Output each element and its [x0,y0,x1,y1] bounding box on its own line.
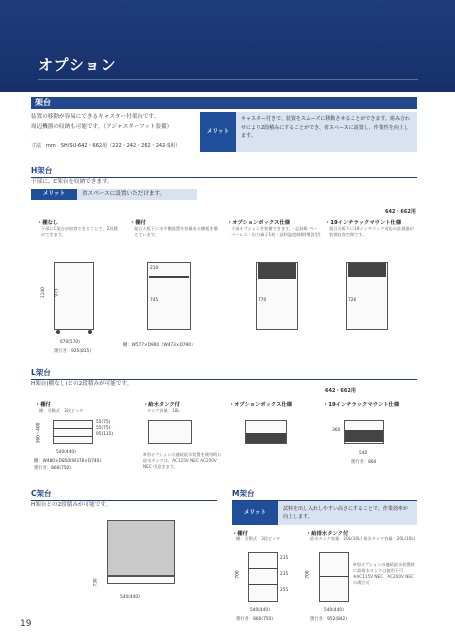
c-desc: H架台との2段積みが可能です。 [31,502,112,508]
header-rule [38,79,418,80]
l-dim-rack-d: 奥行き：860 [351,460,377,465]
shelf-board [249,584,277,585]
h-dim-rack: 726 [348,298,357,303]
l-dim-p2: 55(75) [96,426,111,431]
h-opt-name-2: ・棚付 [130,220,146,226]
kadai-merit-label: メリット [200,112,236,152]
m-dim-h: 700 [235,570,241,579]
l-dim-p3: 95(115) [96,432,114,437]
option-box [246,433,286,443]
shelf-board [54,428,92,429]
l-opt-name-4: ・19インチラックマウント仕様 [323,402,400,408]
m-merit-label: メリット [232,501,278,525]
m-opt-note-1: 棚：可動式 3段ピッチ [236,536,281,541]
subsection-l: L架台 [31,367,417,380]
h-opt-name-3: ・オプションボックス仕様 [227,220,291,226]
l-tank-note: ※別オプションの連続給水装置を使用時に給水タンクは、AC115V NEC AC200V NEC 用意きます。 [143,452,222,469]
page-header [0,0,455,92]
shelf-board [249,568,277,569]
h-opt-note-3: 下部オプションを装備できます。・記録紙 ペーパーレス・出力端子1枚・試料温度制御(増設型) [231,226,321,237]
m-merit-text: 試料を出し入れしやすい高さにすることで、作業効率が向上します。 [278,501,417,525]
h-dim-box: 770 [258,298,267,303]
h-cabinet-shelf [147,262,191,330]
h-cabinet-plain [54,262,94,330]
h-opt-note-4: 架台天板下に19インチラック対応の計測器が装着収容空間です。 [329,226,414,237]
l-desc: H架台(棚なし)との2段積みが可能です。 [31,381,133,387]
rack-unit [345,430,383,442]
h-dim-width: 670(570) [60,340,80,345]
h-dim-total: 1140 [40,287,46,298]
l-dim-depth: 奥行き：860(750) [34,466,71,471]
c-dim-w: 540(440) [120,595,140,600]
m-dim-h2: 700 [305,570,311,579]
rack-unit [348,263,386,277]
m-dim-p1: 235 [280,556,289,561]
subsection-c: C架台 [31,488,217,501]
h-merit-text: 省スペースに設置いただけます。 [77,189,197,200]
h-dim-inner: 975 [54,288,60,297]
m-dim-w1: 540(440) [250,608,270,613]
l-cabinet-tank [148,420,192,444]
h-desc: 下部に、C架台を収納できます。 [31,179,113,185]
m-dim-w2: 540(440) [324,608,344,613]
option-box [258,263,296,279]
caster [88,330,92,334]
l-dim-shelf: 棚：W480×D850(W378×D740) [34,459,102,464]
m-dim-d1: 奥行き：860(750) [236,617,273,622]
h-dim-shelf-size: 棚：W577×D900（W473×D790） [123,343,196,348]
l-dim-rack-h: 360 [332,428,341,433]
h-opt-note-1: 下部にC架台が収容できることで、2段積ができます。 [41,226,118,237]
l-dim-p1: 55(75) [96,420,111,425]
l-opt-name-2: ・給水タンク付 [143,402,180,408]
m-opt-note-2: 給水タンク容量：20L(10L) 排水タンク容量：20L(10L) [310,536,416,541]
l-opt-note-1: 棚：可動式 3段ピッチ [39,408,84,413]
l-dim-rack-w: 540 [359,451,368,456]
c-cabinet [107,520,175,576]
h-model-tag: 642・662用 [385,209,416,215]
h-merit-label: メリット [31,189,77,200]
subsection-m: M架台 [232,488,417,501]
l-opt-name-1: ・棚付 [35,402,51,408]
caster [56,330,60,334]
kadai-desc-2: 周辺機器の収納も可能です。（アジャスターフット装備） [31,124,173,130]
h-opt-name-1: ・棚なし [37,220,59,226]
m-dim-p3: 255 [280,588,289,593]
m-cabinet-shelf [248,552,278,602]
h-dim-depth: 奥行き：925(815) [54,349,91,354]
m-opt-name-2: ・給排水タンク付 [306,531,349,537]
shelf-board [54,436,92,437]
h-dim-shelf-upper: 210 [150,266,159,271]
page-number: 19 [20,619,32,629]
page-title: オプション [38,56,117,74]
m-cabinet-tank [319,552,349,602]
m-tank-note: ※別オプションの連続給水装置時に給排水タンクは使用不可 ※AC115V NEC、AC200V NECの場合可 [353,562,415,585]
kadai-spec: 寸法 mm SH/SU-642・662用（222・242・262・242-S用） [31,143,181,149]
h-dim-shelf-lower: 745 [150,298,159,303]
l-opt-name-3: ・オプションボックス仕様 [229,402,293,408]
l-opt-note-2: タンク容量：18L [147,408,180,413]
m-dim-p2: 235 [280,572,289,577]
kadai-desc-1: 装置の移動が容易にできるキャスター付架台です。 [31,114,160,120]
h-opt-name-4: ・19インチラックマウント仕様 [325,220,402,226]
l-model-tag: 642・662用 [325,388,356,394]
section-kadai: 架台 [31,97,417,109]
shelf-board [149,276,189,278]
l-cabinet-shelf [53,420,93,444]
kadai-merit-text: キャスター付きで、装置をスムーズに移動させることができます。組み合わせにより2段積みにすることができ、省スペースに設置し、作業性を向上します。 [236,112,417,152]
h-opt-note-2: 架台天板下に水平棚設置を容量ある棚板を備えています。 [134,226,218,237]
subsection-h: H架台 [31,165,417,178]
m-opt-name-1: ・棚付 [232,531,248,537]
m-dim-d2: 奥行き：952(842) [310,617,347,622]
shelf-board [320,576,348,577]
c-base [107,576,175,584]
c-dim-h: 730 [93,578,99,587]
l-dim-h: 360～400 [36,422,42,444]
l-dim-w: 540(440) [56,450,76,455]
